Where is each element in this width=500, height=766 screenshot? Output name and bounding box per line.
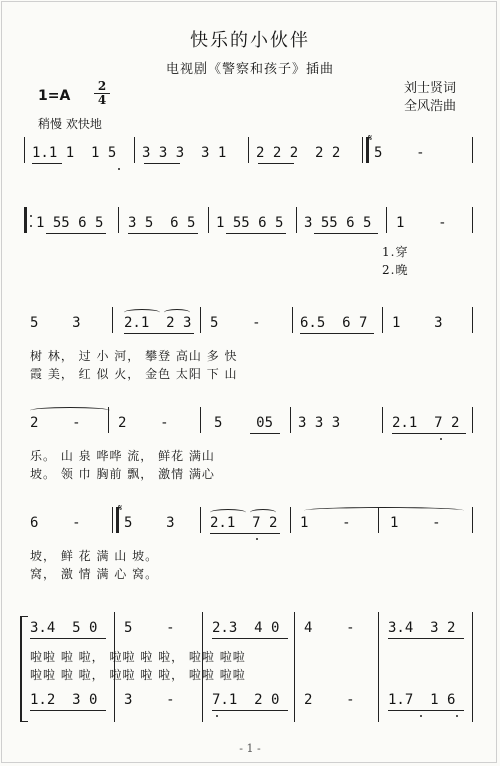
measure: 3 55 6 5	[304, 215, 372, 231]
low-dot	[420, 715, 422, 717]
beam	[210, 533, 280, 534]
measure: 2 -	[118, 415, 169, 431]
measure: 3.4 5 0	[30, 620, 98, 636]
barline	[362, 137, 363, 163]
beam	[392, 433, 466, 434]
lyrics-verse-2: 坡。 领 巾 胸前 飘， 激情 满心	[30, 467, 215, 481]
measure: 6.5 6 7	[300, 315, 368, 331]
beam	[226, 233, 286, 234]
beam	[314, 233, 378, 234]
barline	[382, 307, 383, 333]
measure: 5 3	[124, 515, 175, 531]
low-dot	[256, 538, 258, 540]
segno-icon: 𝄋	[118, 503, 123, 514]
barline	[108, 407, 109, 433]
beam	[124, 333, 194, 334]
measure: 6 -	[30, 515, 81, 531]
barline	[24, 207, 27, 233]
notes-row	[0, 403, 500, 435]
lyrics-verse-1: 乐。 山 泉 哗哗 流， 鲜花 满山	[30, 449, 215, 463]
barline	[292, 307, 293, 333]
barline	[296, 207, 297, 233]
measure: 3.4 3 2	[388, 620, 456, 636]
barline	[472, 207, 473, 233]
verse-number: 2.晚	[382, 263, 409, 277]
lyrics-verse-1: 啦啦 啦 啦， 啦啦 啦 啦， 啦啦 啦啦	[30, 650, 246, 664]
beam	[212, 638, 288, 639]
slur	[250, 509, 276, 516]
barline	[112, 307, 113, 333]
beam	[300, 333, 374, 334]
measure: 2.1 7 2	[210, 515, 278, 531]
lyricist: 刘士贤词	[403, 81, 456, 96]
notes-row	[0, 503, 500, 535]
measure: 2.3 4 0	[212, 620, 280, 636]
barline	[200, 407, 201, 433]
barline	[472, 137, 473, 163]
segno-icon: 𝄋	[368, 133, 373, 144]
measure: 3 -	[124, 692, 175, 708]
measure: 1 55 6 5	[36, 215, 104, 231]
notes-row-upper	[0, 608, 500, 640]
slur	[164, 309, 190, 316]
measure: 7.1 2 0	[212, 692, 280, 708]
low-dot	[118, 168, 120, 170]
meter-top: 2	[97, 79, 107, 93]
beam	[46, 233, 106, 234]
measure: 2.1 7 2	[392, 415, 460, 431]
barline	[208, 207, 209, 233]
measure: 2 -	[304, 692, 355, 708]
notes-row	[0, 203, 500, 235]
staff-line-5	[0, 503, 500, 583]
time-signature	[94, 80, 110, 107]
measure: 5 -	[124, 620, 175, 636]
beam	[30, 710, 106, 711]
slur	[124, 309, 160, 316]
measure: 1 -	[396, 215, 447, 231]
beam	[258, 163, 294, 164]
measure: 1 -	[390, 515, 441, 531]
measure: 1 3	[392, 315, 443, 331]
lyrics-verse-1: 树 林， 过 小 河， 攀登 高山 多 快	[30, 349, 238, 363]
page-number: - 1 -	[239, 742, 261, 755]
barline	[248, 137, 249, 163]
beam	[30, 638, 106, 639]
notes-row	[0, 303, 500, 335]
measure: 4 -	[304, 620, 355, 636]
barline	[386, 207, 387, 233]
measure: 3 3 3	[298, 415, 341, 431]
barline	[382, 407, 383, 433]
repeat-dot	[30, 215, 32, 217]
barline	[24, 137, 25, 163]
low-dot	[440, 438, 442, 440]
tempo-marking: 稍慢 欢快地	[38, 117, 102, 131]
beam	[128, 233, 198, 234]
repeat-dot	[30, 225, 32, 227]
barline	[290, 507, 291, 533]
barline	[378, 507, 379, 533]
barline	[472, 507, 473, 533]
lyrics-verse-2: 窝， 激 情 满 心 窝。	[30, 567, 159, 581]
measure: 1.2 3 0	[30, 692, 98, 708]
barline	[112, 507, 113, 533]
staff-line-4	[0, 403, 500, 483]
verse-number: 1.穿	[382, 245, 409, 259]
low-dot	[456, 715, 458, 717]
measure: 2 -	[30, 415, 81, 431]
key-signature: 1=A	[38, 88, 71, 104]
measure: 1 -	[300, 515, 351, 531]
credits	[404, 80, 456, 116]
measure: 3 3 3 3 1	[142, 145, 227, 161]
meter-bottom: 4	[94, 93, 110, 107]
beam	[388, 710, 464, 711]
composer: 全风浩曲	[403, 99, 456, 114]
staff-line-3	[0, 303, 500, 383]
staff-line-1	[0, 133, 500, 173]
song-subtitle: 电视剧《警察和孩子》插曲	[165, 62, 334, 77]
slur	[210, 509, 246, 516]
notes-row-lower	[0, 680, 500, 712]
beam	[32, 163, 62, 164]
measure: 1 55 6 5	[216, 215, 284, 231]
song-title: 快乐的小伙伴	[190, 30, 310, 51]
measure: 5 3	[30, 315, 81, 331]
beam	[388, 638, 464, 639]
beam	[212, 710, 288, 711]
barline	[118, 207, 119, 233]
lyrics-verse-2: 啦啦 啦 啦， 啦啦 啦 啦， 啦啦 啦啦	[30, 668, 246, 682]
beam	[250, 433, 280, 434]
notes-row	[0, 133, 500, 165]
measure: 1.7 1 6	[388, 692, 456, 708]
staff-line-2	[0, 203, 500, 283]
measure: 2 2 2 2 2	[256, 145, 341, 161]
lyrics-verse-2: 霞 美， 红 似 火， 金色 太阳 下 山	[30, 367, 238, 381]
barline	[200, 507, 201, 533]
measure: 1.1 1 1 5	[32, 145, 117, 161]
barline	[290, 407, 291, 433]
barline	[200, 307, 201, 333]
measure: 5 -	[210, 315, 261, 331]
measure: 5 05	[214, 415, 274, 431]
measure: 5 -	[374, 145, 425, 161]
barline	[472, 307, 473, 333]
barline	[134, 137, 135, 163]
barline	[472, 407, 473, 433]
measure: 2.1 2 3	[124, 315, 192, 331]
lyrics-verse-1: 坡， 鲜 花 满 山 坡。	[30, 549, 159, 563]
low-dot	[216, 715, 218, 717]
measure: 3 5 6 5	[128, 215, 196, 231]
beam	[144, 163, 180, 164]
staff-line-6	[0, 608, 500, 728]
